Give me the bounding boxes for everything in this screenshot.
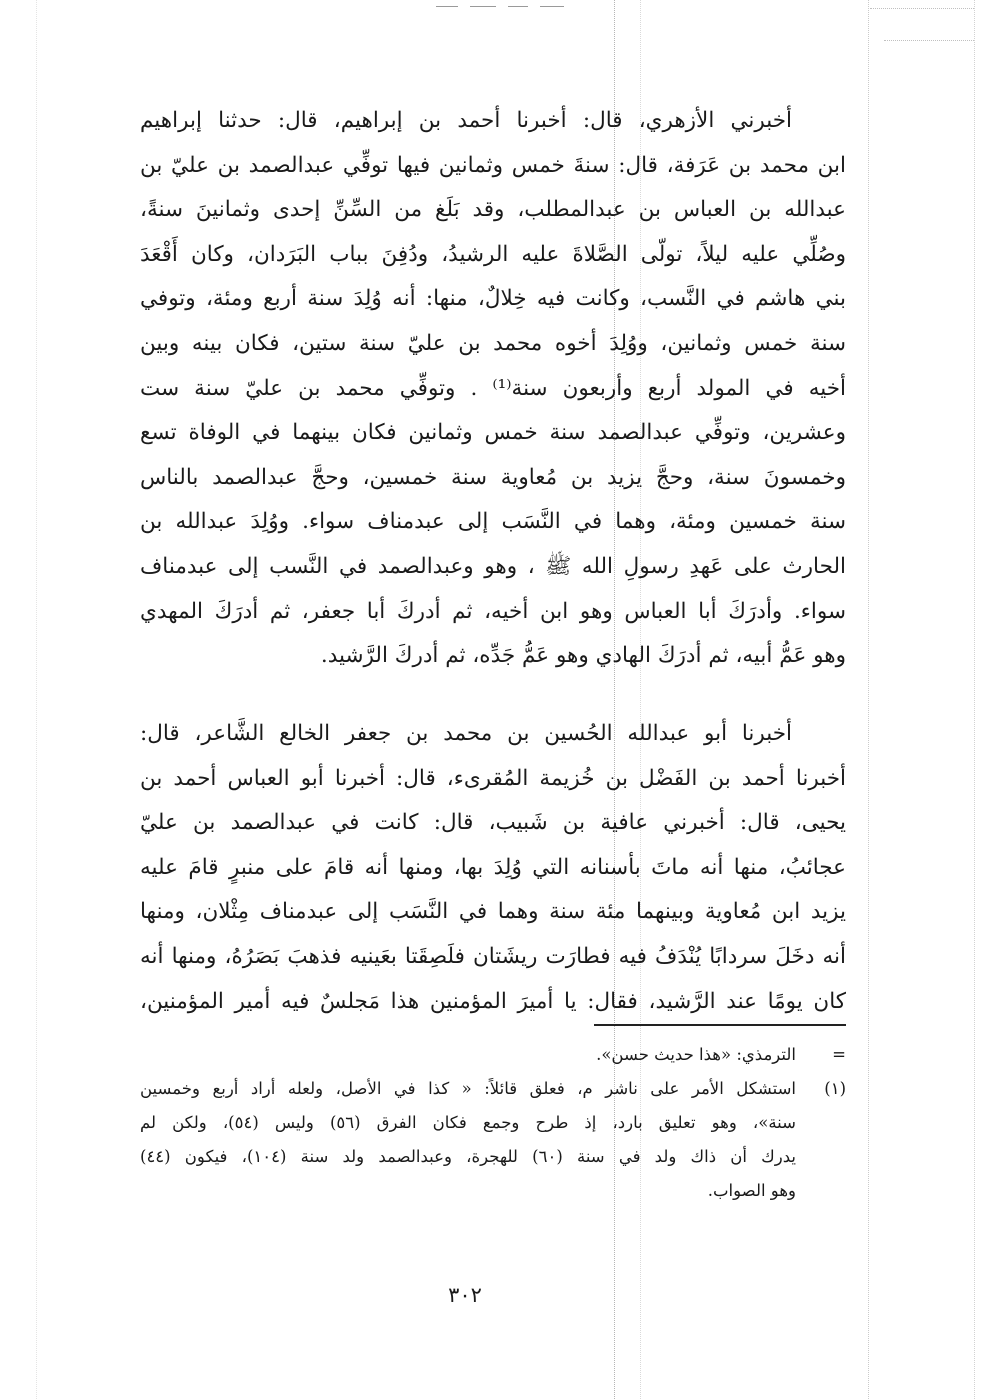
- footnote-line: سنة»، وهو تعليق بارد، إذ طرح وجمع فكان الفرق (٥٦) وليس (٥٤)، ولكن لم: [140, 1113, 796, 1132]
- footnote-line: الترمذي: «هذا حديث حسن».: [596, 1045, 796, 1064]
- text-line: ابن محمد بن عَرَفة، قال: سنةَ خمس وثمانين فيها توفِّي عبدالصمد بن عليّ بن: [140, 152, 846, 178]
- page-number: ٣٠٢: [448, 1283, 482, 1307]
- footnote-line: استشكل الأمر على ناشر م، فعلق قائلاً: « كذا في الأصل، ولعله أراد أربع وخمسين: [140, 1079, 796, 1098]
- text-line: عجائبُ، منها أنه ماتَ بأسنانه التي وُلِدَ بها، ومنها أنه قامَ على منبرٍ قامَ عليه: [140, 854, 846, 880]
- footnotes: [140, 1038, 846, 1208]
- text-line: سنة خمس وثمانين، ووُلِدَ أخوه محمد بن عليّ سنة ستين، فكان بينه وبين: [140, 330, 846, 356]
- paragraph-2: [140, 712, 846, 1024]
- footnote-continuation: [140, 1038, 846, 1072]
- footnote-separator: [594, 1024, 846, 1026]
- text-line: الحارث على عَهدِ رسولِ الله ﷺ ، وهو وعبدالصمد في النَّسب إلى عبدمناف: [140, 553, 846, 579]
- text-line: وعشرين، وتوفِّي عبدالصمد سنة خمس وثمانين فكان بينهما في الوفاة تسع: [140, 420, 846, 446]
- text-line: يحيى، قال: أخبرني عافية بن شَبيب، قال: كانت في عبدالصمد بن عليّ: [140, 810, 846, 836]
- footnote-continuation-mark: =: [832, 1045, 846, 1064]
- footnote-line: وهو الصواب.: [707, 1181, 796, 1200]
- text-line: سواء. وأدرَكَ أبا العباس وهو ابن أخيه، ثم أدركَ أبا جعفر، ثم أدرَكَ المهدي: [140, 598, 846, 624]
- text-line: عبدالله بن العباس بن عبدالمطلب، وقد بَلَغ من السِّنِّ إحدى وثمانينَ سنةً،: [140, 197, 846, 223]
- footnote-1: [140, 1072, 846, 1106]
- scan-artifact-line: [36, 0, 37, 1399]
- text-line: كان يومًا عند الرَّشيد، فقال: يا أميرَ المؤمنين هذا مَجلسٌ فيه أمير المؤمنين،: [140, 988, 846, 1014]
- scan-artifact-dash: [508, 6, 528, 7]
- paragraph-1: [140, 99, 846, 679]
- text-line: أخيه في المولد أربع وأربعون سنة⁽¹⁾ . وتوفِّي محمد بن عليّ سنة ست: [140, 375, 846, 401]
- scan-artifact-line: [870, 8, 974, 9]
- text-line: وصُلِّي عليه ليلاً، تولّى الصَّلاةَ عليه الرشيدُ، ودُفِنَ بباب البَرَدان، وكان أَقْعَدَ: [140, 241, 846, 267]
- scan-artifact-dash: [436, 6, 458, 7]
- scan-artifact-dash: [540, 6, 564, 7]
- footnote-line: يدرك أن ذاك ولد في سنة (٦٠) للهجرة، وعبدالصمد ولد سنة (١٠٤)، فيكون (٤٤): [140, 1147, 796, 1166]
- text-line: بني هاشم في النَّسب، وكانت فيه خِلالٌ، منها: أنه وُلِدَ سنة أربع ومئة، وتوفي: [140, 286, 846, 312]
- text-line: يزيد ابن مُعاوية وبينهما مئة سنة وهما في النَّسَب إلى عبدمناف مِثْلان، ومنها: [140, 899, 846, 925]
- text-line: وخمسونَ سنة، وحجَّ يزيد بن مُعاوية سنة خمسين، وحجَّ عبدالصمد بالناس: [140, 464, 846, 490]
- scan-artifact-dash: [470, 6, 496, 7]
- footnote-1-continued: [140, 1106, 846, 1208]
- text-line: وهو عَمُّ أبيه، ثم أدرَكَ الهادي وهو عَمُّ جَدِّه، ثم أدركَ الرَّشيد.: [320, 643, 846, 669]
- scan-artifact-line: [884, 40, 974, 41]
- footnote-number: (١): [824, 1079, 846, 1098]
- text-line: أخبرنا أحمد بن الفَضْل بن خُزيمة المُقرىء، قال: أخبرنا أبو العباس أحمد بن: [140, 765, 846, 791]
- text-line: سنة خمسين ومئة، وهما في النَّسَب إلى عبدمناف سواء. ووُلِدَ عبدالله بن: [140, 509, 846, 535]
- text-line: أخبرنا أبو عبدالله الحُسين بن محمد بن جعفر الخالع الشَّاعر، قال:: [140, 721, 792, 746]
- scan-artifact-line: [974, 0, 975, 1399]
- text-line: أنه دخَلَ سردابًا يُنْدَفُ فيه فطارَت ريشَتان فلَصِقَتا بعَينيه فذهبَ بَصَرُهُ، ومنها أنه: [140, 943, 846, 969]
- scan-artifact-line: [868, 0, 869, 1399]
- text-line: أخبرني الأزهري، قال: أخبرنا أحمد بن إبراهيم، قال: حدثنا إبراهيم: [140, 108, 792, 133]
